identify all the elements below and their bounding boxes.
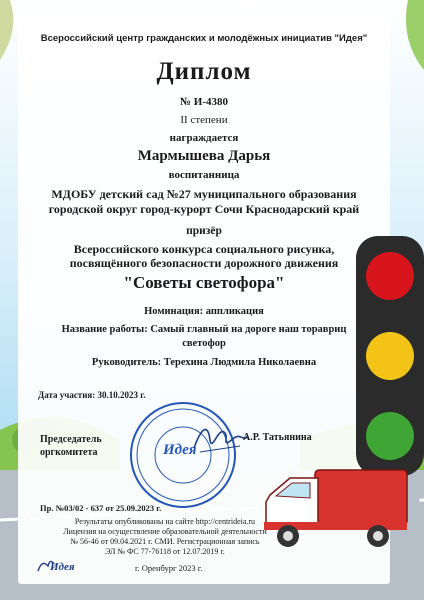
institution-line-2: городской округ город-курорт Сочи Краснодарский край	[48, 202, 360, 216]
contest-line-2: посвящённого безопасности дорожного движения	[69, 256, 339, 270]
signature-icon	[190, 418, 250, 458]
logo-text: Идея	[50, 561, 75, 573]
leader: Руководитель: Терехина Людмила Николаевна	[91, 357, 317, 368]
participation-date: Дата участия: 30.10.2023 г.	[38, 390, 146, 400]
diploma-number: № И-4380	[179, 96, 229, 108]
chairman-line-1: Председатель	[40, 434, 102, 445]
publication-line-2: Лицензия на осуществление образовательной деятельности	[63, 527, 267, 536]
contest-name: "Советы светофора"	[123, 273, 285, 292]
awarded-label: награждается	[169, 132, 239, 144]
publication-line-4: ЭЛ № ФС 77-76118 от 12.07.2019 г.	[105, 547, 225, 556]
publication-line-1: Результаты опубликованы на сайте http://centrideia.ru	[74, 517, 256, 526]
work-title-line-2: светофор	[182, 338, 226, 349]
chairman-line-2: оргкомитета	[40, 447, 98, 458]
seal-text: Идея	[163, 442, 197, 458]
publication-line-3: № 56-46 от 09.04.2021 г. СМИ. Регистрационная запись	[70, 537, 260, 546]
institution-line-1: МДОБУ детский сад №27 муниципального образования	[51, 187, 357, 201]
recipient-role: воспитанница	[168, 169, 240, 181]
work-title-line-1: Название работы: Самый главный на дороге наш торавриц	[61, 324, 347, 335]
contest-line-1: Всероссийского конкурса социального рисунка,	[73, 242, 335, 256]
nomination: Номинация: аппликация	[144, 306, 264, 317]
placement-label: призёр	[186, 225, 222, 237]
signer-name: А.Р. Татьянина	[243, 432, 312, 443]
order-number: Пр. №03/02 - 637 от 25.09.2023 г.	[40, 503, 162, 513]
city-year: г. Оренбург 2023 г.	[135, 563, 203, 573]
recipient-name: Мармышева Дарья	[137, 148, 271, 164]
chairman-label	[40, 433, 102, 459]
diploma-degree: II степени	[180, 114, 228, 126]
organization-header: Всероссийский центр гражданских и молодёжных инициатив "Идея"	[40, 33, 368, 44]
diploma-title: Диплом	[156, 58, 252, 85]
